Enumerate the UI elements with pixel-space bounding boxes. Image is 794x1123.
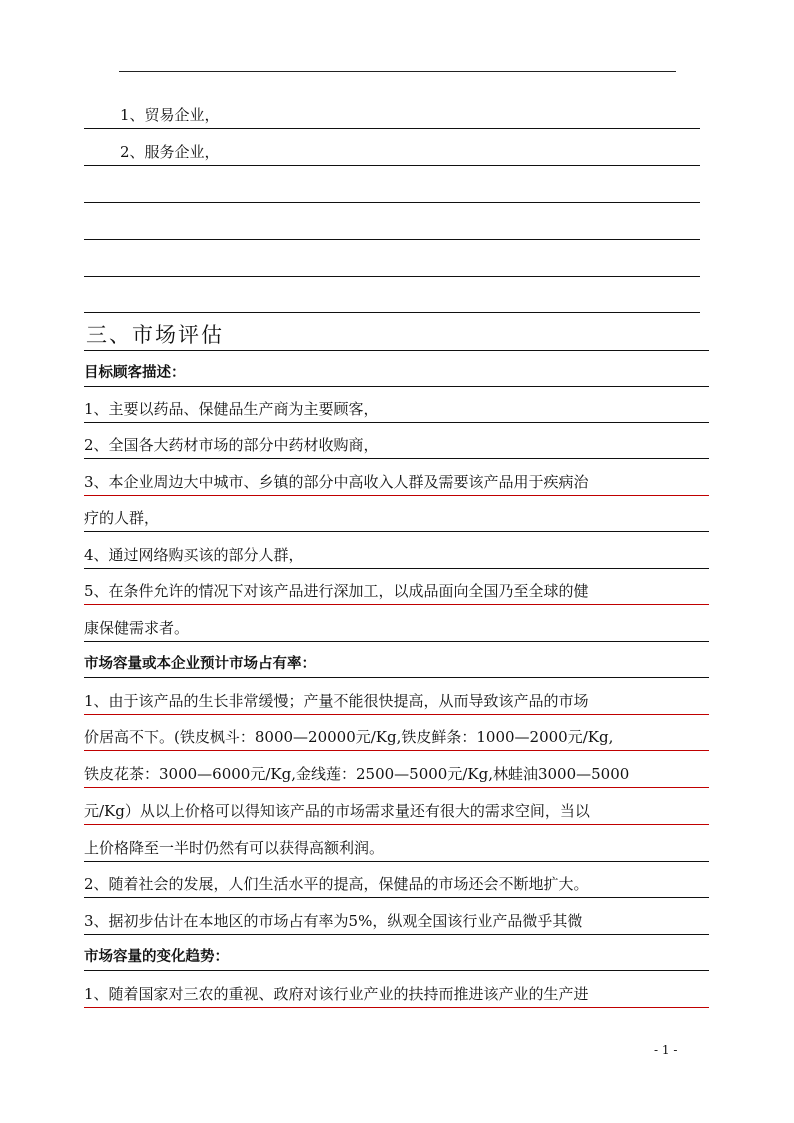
- list-item: 元/Kg）从以上价格可以得知该产品的市场需求量还有很大的需求空间，当以: [84, 788, 709, 825]
- list-item: 2、随着社会的发展，人们生活水平的提高，保健品的市场还会不断地扩大。: [84, 861, 709, 898]
- list-item: 价居高不下。(铁皮枫斗：8000—20000元/Kg,铁皮鲜条：1000—2000元/Kg,: [84, 714, 709, 751]
- blank-line: [84, 203, 700, 240]
- header-rule: [119, 71, 676, 72]
- blank-line: [84, 240, 700, 277]
- list-item: 铁皮花茶：3000—6000元/Kg,金线莲：2500—5000元/Kg,林蛙油3000—5000: [84, 751, 709, 788]
- list-item: 4、通过网络购买该的部分人群，: [84, 532, 709, 569]
- page-number: - 1 -: [654, 1043, 678, 1057]
- list-item: 康保健需求者。: [84, 605, 709, 642]
- list-item: 5、在条件允许的情况下对该产品进行深加工，以成品面向全国乃至全球的健: [84, 568, 709, 605]
- list-item: 3、本企业周边大中城市、乡镇的部分中高收入人群及需要该产品用于疾病治: [84, 459, 709, 496]
- subheading-capacity-trend: 市场容量的变化趋势：: [84, 934, 709, 971]
- list-item: 疗的人群，: [84, 495, 709, 532]
- list-item: 1、贸易企业，: [84, 92, 700, 129]
- list-item: 1、随着国家对三农的重视、政府对该行业产业的扶持而推进该产业的生产进: [84, 971, 709, 1008]
- subheading-target-customer: 目标顾客描述：: [84, 350, 709, 387]
- subheading-market-capacity: 市场容量或本企业预计市场占有率：: [84, 641, 709, 678]
- list-item: 2、服务企业，: [84, 129, 700, 166]
- section-title: 三、市场评估: [84, 318, 709, 351]
- list-item: 上价格降至一半时仍然有可以获得高额利润。: [84, 825, 709, 862]
- list-item: 3、据初步估计在本地区的市场占有率为5%，纵观全国该行业产品微乎其微: [84, 898, 709, 935]
- list-item: 1、由于该产品的生长非常缓慢；产量不能很快提高，从而导致该产品的市场: [84, 678, 709, 715]
- blank-line: [84, 276, 700, 313]
- blank-line: [84, 166, 700, 203]
- list-item: 1、主要以药品、保健品生产商为主要顾客，: [84, 386, 709, 423]
- list-item: 2、全国各大药材市场的部分中药材收购商，: [84, 422, 709, 459]
